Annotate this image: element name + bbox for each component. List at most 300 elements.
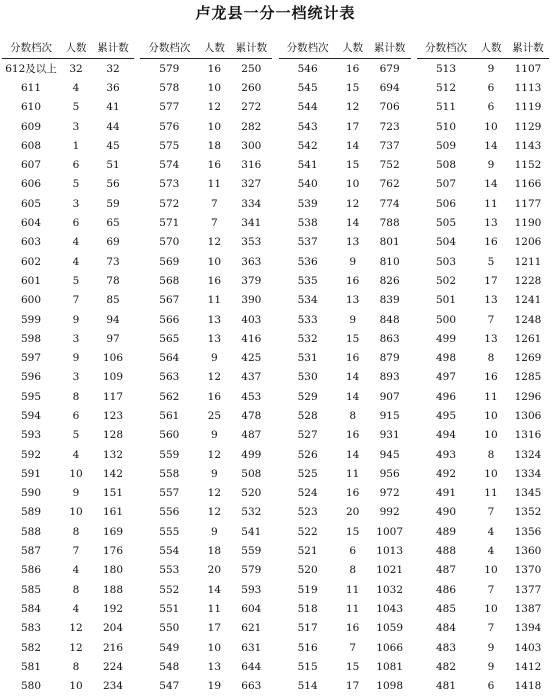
table-row (279, 59, 411, 79)
score-level-cell: 538 (297, 217, 318, 230)
score-level-cell: 588 (20, 525, 42, 538)
score-level-cell: 574 (159, 159, 180, 172)
table-row (417, 213, 549, 232)
cumulative-cell: 128 (102, 429, 124, 442)
score-level-cell: 597 (20, 352, 42, 365)
count-cell: 17 (345, 120, 360, 133)
table-row (140, 657, 272, 676)
count-cell: 4 (72, 236, 80, 249)
count-cell: 10 (207, 120, 222, 133)
cumulative-cell: 1190 (514, 217, 542, 230)
count-cell: 14 (345, 390, 360, 403)
header-count: 人数 (198, 36, 230, 59)
table-row (417, 310, 549, 329)
cumulative-cell: 723 (379, 120, 400, 133)
score-level-cell: 506 (435, 197, 456, 210)
header-score-level: 分数档次 (140, 36, 198, 59)
count-cell: 5 (72, 274, 80, 287)
cumulative-cell: 478 (241, 409, 262, 422)
cumulative-cell: 142 (102, 467, 124, 480)
score-level-cell: 552 (159, 583, 180, 596)
cumulative-cell: 65 (106, 217, 120, 230)
cumulative-cell: 1285 (514, 371, 542, 384)
count-cell: 8 (349, 564, 356, 577)
score-level-cell: 587 (20, 545, 42, 558)
count-cell: 18 (207, 139, 222, 152)
count-cell: 1 (72, 139, 80, 152)
score-level-cell: 546 (297, 62, 318, 75)
score-level-cell: 569 (159, 255, 180, 268)
score-level-cell: 558 (159, 467, 180, 480)
score-level-cell: 545 (297, 81, 318, 94)
score-level-cell: 520 (297, 564, 318, 577)
score-level-cell: 509 (435, 139, 456, 152)
score-level-cell: 610 (20, 101, 42, 114)
count-cell: 10 (484, 467, 498, 480)
table-row (140, 677, 272, 696)
table-row (279, 213, 411, 232)
table-row (2, 580, 134, 599)
score-level-cell: 500 (435, 313, 456, 326)
count-cell: 12 (207, 487, 222, 500)
score-level-cell: 534 (297, 294, 318, 307)
table-row (2, 59, 134, 79)
score-tables (0, 36, 551, 696)
cumulative-cell: 737 (379, 139, 400, 152)
table-row (279, 233, 411, 252)
table-row (140, 348, 272, 367)
cumulative-cell: 1418 (514, 680, 542, 693)
cumulative-cell: 1377 (514, 583, 542, 596)
table-row (279, 291, 411, 310)
cumulative-cell: 863 (379, 332, 400, 345)
table-row (140, 175, 272, 194)
count-cell: 8 (72, 583, 80, 596)
cumulative-cell: 300 (241, 139, 262, 152)
table-row (279, 619, 411, 638)
score-level-cell: 523 (297, 506, 318, 519)
score-level-cell: 547 (159, 680, 180, 693)
cumulative-cell: 97 (106, 332, 120, 345)
score-level-cell: 576 (159, 120, 180, 133)
score-level-cell: 525 (297, 467, 318, 480)
score-level-cell: 602 (20, 255, 42, 268)
count-cell: 11 (484, 197, 498, 210)
count-cell: 8 (349, 409, 356, 422)
score-level-cell: 493 (435, 448, 456, 461)
score-level-cell: 507 (435, 178, 456, 191)
cumulative-cell: 1166 (514, 178, 542, 191)
score-level-cell: 537 (297, 236, 318, 249)
score-level-cell: 595 (20, 390, 42, 403)
count-cell: 18 (207, 545, 222, 558)
cumulative-cell: 879 (379, 352, 400, 365)
score-level-cell: 560 (159, 429, 180, 442)
count-cell: 9 (487, 660, 495, 673)
count-cell: 14 (484, 178, 498, 191)
table-row (140, 329, 272, 348)
count-cell: 17 (484, 274, 498, 287)
cumulative-cell: 1059 (376, 622, 404, 635)
score-level-cell: 553 (159, 564, 180, 577)
cumulative-cell: 1394 (514, 622, 542, 635)
score-level-cell: 542 (297, 139, 318, 152)
table-row (279, 136, 411, 155)
table-row (417, 484, 549, 503)
score-level-cell: 611 (20, 81, 42, 94)
table-row (2, 522, 134, 541)
cumulative-cell: 1352 (514, 506, 542, 519)
cumulative-cell: 1403 (514, 641, 542, 654)
score-level-cell: 581 (20, 660, 42, 673)
table-row (417, 291, 549, 310)
score-level-cell: 490 (435, 506, 456, 519)
table-row (2, 136, 134, 155)
table-row (417, 406, 549, 425)
cumulative-cell: 907 (379, 390, 400, 403)
score-level-cell: 557 (159, 487, 180, 500)
table-row (2, 657, 134, 676)
table-row (140, 59, 272, 79)
cumulative-cell: 260 (241, 81, 262, 94)
cumulative-cell: 117 (102, 390, 124, 403)
cumulative-cell: 1412 (514, 660, 542, 673)
count-cell: 16 (345, 487, 360, 500)
count-cell: 11 (484, 487, 498, 500)
count-cell: 13 (484, 294, 498, 307)
count-cell: 14 (345, 139, 360, 152)
cumulative-cell: 1370 (514, 564, 542, 577)
table-row (140, 484, 272, 503)
table-header-row (2, 36, 134, 59)
table-row (279, 310, 411, 329)
score-level-cell: 606 (20, 178, 42, 191)
count-cell: 8 (72, 390, 80, 403)
count-cell: 13 (484, 217, 498, 230)
table-row (2, 503, 134, 522)
count-cell: 16 (345, 622, 360, 635)
count-cell: 12 (345, 197, 360, 210)
score-level-cell: 502 (435, 274, 456, 287)
cumulative-cell: 224 (102, 660, 124, 673)
score-level-cell: 608 (20, 139, 42, 152)
count-cell: 12 (207, 371, 222, 384)
table-row (140, 310, 272, 329)
table-header-row (279, 36, 411, 59)
table-row (279, 329, 411, 348)
table-row (279, 406, 411, 425)
table-row (279, 194, 411, 213)
count-cell: 16 (345, 352, 360, 365)
cumulative-cell: 774 (379, 197, 400, 210)
header-score-level: 分数档次 (279, 36, 337, 59)
score-level-cell: 605 (20, 197, 42, 210)
cumulative-cell: 132 (102, 448, 124, 461)
score-level-cell: 501 (435, 294, 456, 307)
table-row (2, 599, 134, 618)
cumulative-cell: 801 (379, 236, 400, 249)
score-level-cell: 571 (159, 217, 180, 230)
table-row (140, 233, 272, 252)
score-level-cell: 526 (297, 448, 318, 461)
count-cell: 9 (72, 352, 80, 365)
score-level-cell: 550 (159, 622, 180, 635)
cumulative-cell: 1316 (514, 429, 542, 442)
table-row (417, 561, 549, 580)
table-row (2, 78, 134, 97)
table-row (279, 98, 411, 117)
cumulative-cell: 848 (379, 313, 400, 326)
cumulative-cell: 1081 (376, 660, 404, 673)
count-cell: 7 (72, 294, 80, 307)
table-row (2, 213, 134, 232)
table-row (417, 599, 549, 618)
table-row (279, 561, 411, 580)
cumulative-cell: 992 (379, 506, 400, 519)
score-level-cell: 498 (435, 352, 456, 365)
count-cell: 10 (345, 178, 360, 191)
count-cell: 15 (345, 525, 360, 538)
cumulative-cell: 499 (241, 448, 262, 461)
cumulative-cell: 1129 (514, 120, 542, 133)
count-cell: 16 (484, 371, 498, 384)
table-row (2, 117, 134, 136)
score-level-cell: 603 (20, 236, 42, 249)
cumulative-cell: 1356 (514, 525, 542, 538)
count-cell: 16 (207, 390, 222, 403)
score-level-cell: 514 (297, 680, 318, 693)
score-level-cell: 575 (159, 139, 180, 152)
cumulative-cell: 59 (106, 197, 120, 210)
count-cell: 4 (487, 545, 495, 558)
header-cumulative: 累计数 (230, 36, 272, 59)
cumulative-cell: 1013 (376, 545, 404, 558)
cumulative-cell: 204 (102, 622, 124, 635)
cumulative-cell: 826 (379, 274, 400, 287)
table-row (279, 78, 411, 97)
score-level-cell: 551 (159, 602, 180, 615)
score-level-cell: 567 (159, 294, 180, 307)
table-row (417, 348, 549, 367)
cumulative-cell: 1211 (514, 255, 542, 268)
table-row (417, 194, 549, 213)
score-level-cell: 593 (20, 429, 42, 442)
cumulative-cell: 216 (102, 641, 124, 654)
count-cell: 7 (487, 313, 495, 326)
score-level-cell: 517 (297, 622, 318, 635)
score-level-cell: 505 (435, 217, 456, 230)
score-level-cell: 536 (297, 255, 318, 268)
count-cell: 14 (345, 448, 360, 461)
score-level-cell: 504 (435, 236, 456, 249)
table-row (417, 522, 549, 541)
table-row (140, 98, 272, 117)
score-level-cell: 589 (20, 506, 42, 519)
cumulative-cell: 1360 (514, 545, 542, 558)
score-table-1 (2, 36, 134, 696)
table-row (140, 522, 272, 541)
score-level-cell: 499 (435, 332, 456, 345)
count-cell: 25 (207, 409, 222, 422)
score-level-cell: 604 (20, 217, 42, 230)
cumulative-cell: 1206 (514, 236, 542, 249)
cumulative-cell: 272 (241, 101, 262, 114)
count-cell: 11 (345, 583, 360, 596)
cumulative-cell: 1043 (376, 602, 404, 615)
count-cell: 6 (349, 545, 356, 558)
count-cell: 11 (207, 294, 222, 307)
table-row (2, 638, 134, 657)
score-level-cell: 524 (297, 487, 318, 500)
cumulative-cell: 73 (106, 255, 120, 268)
cumulative-cell: 520 (241, 487, 262, 500)
table-row (140, 213, 272, 232)
score-level-cell: 554 (159, 545, 180, 558)
count-cell: 5 (487, 255, 495, 268)
score-level-cell: 530 (297, 371, 318, 384)
count-cell: 14 (207, 583, 222, 596)
count-cell: 5 (72, 429, 80, 442)
cumulative-cell: 1334 (514, 467, 542, 480)
header-cumulative: 累计数 (92, 36, 134, 59)
cumulative-cell: 334 (241, 197, 262, 210)
table-row (2, 426, 134, 445)
table-row (279, 252, 411, 271)
score-level-cell: 487 (435, 564, 456, 577)
cumulative-cell: 85 (106, 294, 120, 307)
table-row (2, 406, 134, 425)
score-level-cell: 568 (159, 274, 180, 287)
table-row (279, 445, 411, 464)
table-row (140, 117, 272, 136)
count-cell: 20 (207, 564, 222, 577)
table-row (140, 638, 272, 657)
table-row (2, 329, 134, 348)
score-level-cell: 535 (297, 274, 318, 287)
count-cell: 8 (487, 352, 495, 365)
score-level-cell: 590 (20, 487, 42, 500)
table-row (417, 329, 549, 348)
header-cumulative: 累计数 (369, 36, 411, 59)
count-cell: 16 (207, 62, 222, 75)
table-row (140, 561, 272, 580)
count-cell: 13 (484, 332, 498, 345)
count-cell: 16 (484, 236, 498, 249)
cumulative-cell: 41 (106, 101, 120, 114)
count-cell: 8 (72, 525, 80, 538)
count-cell: 11 (207, 178, 222, 191)
score-level-cell: 496 (435, 390, 456, 403)
table-row (279, 657, 411, 676)
score-level-cell: 577 (159, 101, 180, 114)
cumulative-cell: 706 (379, 101, 400, 114)
score-level-cell: 548 (159, 660, 180, 673)
count-cell: 9 (210, 352, 218, 365)
table-row (279, 599, 411, 618)
header-cumulative: 累计数 (507, 36, 549, 59)
score-level-cell: 481 (435, 680, 456, 693)
cumulative-cell: 1261 (514, 332, 542, 345)
table-row (417, 117, 549, 136)
table-row (140, 78, 272, 97)
cumulative-cell: 579 (241, 564, 262, 577)
cumulative-cell: 694 (379, 81, 400, 94)
count-cell: 9 (210, 525, 218, 538)
count-cell: 15 (345, 81, 360, 94)
count-cell: 15 (345, 332, 360, 345)
cumulative-cell: 250 (241, 62, 262, 75)
cumulative-cell: 106 (102, 352, 124, 365)
cumulative-cell: 169 (102, 525, 124, 538)
table-row (279, 484, 411, 503)
count-cell: 14 (484, 139, 498, 152)
table-row (140, 503, 272, 522)
count-cell: 17 (207, 622, 222, 635)
table-row (417, 677, 549, 696)
cumulative-cell: 192 (102, 602, 124, 615)
cumulative-cell: 234 (102, 680, 124, 693)
score-level-cell: 541 (297, 159, 318, 172)
cumulative-cell: 1248 (514, 313, 542, 326)
cumulative-cell: 341 (241, 217, 262, 230)
table-row (2, 310, 134, 329)
score-level-cell: 582 (20, 641, 42, 654)
table-row (2, 677, 134, 696)
score-level-cell: 601 (20, 274, 42, 287)
table-header-row (417, 36, 549, 59)
table-row (2, 541, 134, 560)
header-score-level: 分数档次 (417, 36, 475, 59)
table-row (279, 522, 411, 541)
cumulative-cell: 180 (102, 564, 124, 577)
count-cell: 6 (487, 101, 495, 114)
cumulative-cell: 51 (106, 159, 120, 172)
table-row (2, 387, 134, 406)
score-level-cell: 516 (297, 641, 318, 654)
score-level-cell: 563 (159, 371, 180, 384)
count-cell: 9 (72, 313, 80, 326)
count-cell: 6 (72, 159, 80, 172)
cumulative-cell: 788 (379, 217, 400, 230)
cumulative-cell: 1021 (376, 564, 404, 577)
count-cell: 10 (484, 409, 498, 422)
count-cell: 32 (69, 62, 83, 75)
count-cell: 9 (487, 159, 495, 172)
table-row (417, 426, 549, 445)
cumulative-cell: 1345 (514, 487, 542, 500)
cumulative-cell: 78 (106, 274, 120, 287)
score-level-cell: 491 (435, 487, 456, 500)
table-row (279, 638, 411, 657)
cumulative-cell: 931 (379, 429, 400, 442)
score-level-cell: 562 (159, 390, 180, 403)
score-level-cell: 503 (435, 255, 456, 268)
table-row (417, 445, 549, 464)
cumulative-cell: 425 (241, 352, 262, 365)
table-row (2, 194, 134, 213)
score-level-cell: 578 (159, 81, 180, 94)
count-cell: 16 (207, 159, 222, 172)
count-cell: 5 (72, 178, 80, 191)
count-cell: 6 (72, 217, 80, 230)
score-level-cell: 486 (435, 583, 456, 596)
score-table-4 (417, 36, 549, 696)
score-level-cell: 573 (159, 178, 180, 191)
cumulative-cell: 893 (379, 371, 400, 384)
score-level-cell: 532 (297, 332, 318, 345)
table-row (279, 117, 411, 136)
score-level-cell: 579 (159, 62, 180, 75)
